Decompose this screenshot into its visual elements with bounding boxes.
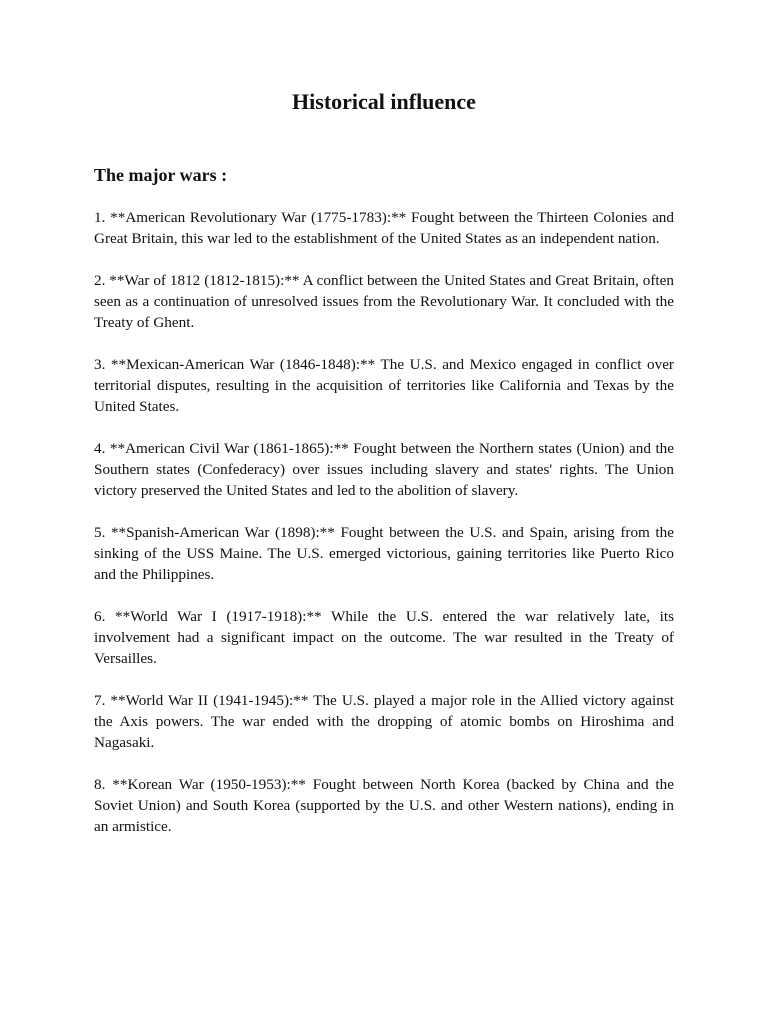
- list-item: 8. **Korean War (1950-1953):** Fought between North Korea (backed by China and the Soviet Union) and South Korea (supported by the U.S. and other Western nations), ending in an armistice.: [94, 776, 674, 835]
- list-item: 7. **World War II (1941-1945):** The U.S. played a major role in the Allied victory against the Axis powers. The war ended with the dropping of atomic bombs on Hiroshima and Nagasaki.: [94, 692, 674, 751]
- list-item: 2. **War of 1812 (1812-1815):** A conflict between the United States and Great Britain, often seen as a continuation of unresolved issues from the Revolutionary War. It concluded with the Treaty of Ghent.: [94, 272, 674, 331]
- war-list: [94, 207, 674, 858]
- list-item: 1. **American Revolutionary War (1775-1783):** Fought between the Thirteen Colonies and Great Britain, this war led to the establishment of the United States as an independent nation.: [94, 209, 674, 247]
- section-heading: The major wars :: [94, 165, 228, 185]
- list-item: 4. **American Civil War (1861-1865):** Fought between the Northern states (Union) and the Southern states (Confederacy) over issues including slavery and states' rights. The Union victory preserved the United States and led to the abolition of slavery.: [94, 440, 674, 499]
- list-item: 5. **Spanish-American War (1898):** Fought between the U.S. and Spain, arising from the sinking of the USS Maine. The U.S. emerged victorious, gaining territories like Puerto Rico and the Philippines.: [94, 524, 674, 583]
- list-item: 6. **World War I (1917-1918):** While the U.S. entered the war relatively late, its involvement had a significant impact on the outcome. The war resulted in the Treaty of Versailles.: [94, 608, 674, 667]
- list-item: 3. **Mexican-American War (1846-1848):** The U.S. and Mexico engaged in conflict over territorial disputes, resulting in the acquisition of territories like California and Texas by the United States.: [94, 356, 674, 415]
- document-title: Historical influence: [292, 89, 476, 114]
